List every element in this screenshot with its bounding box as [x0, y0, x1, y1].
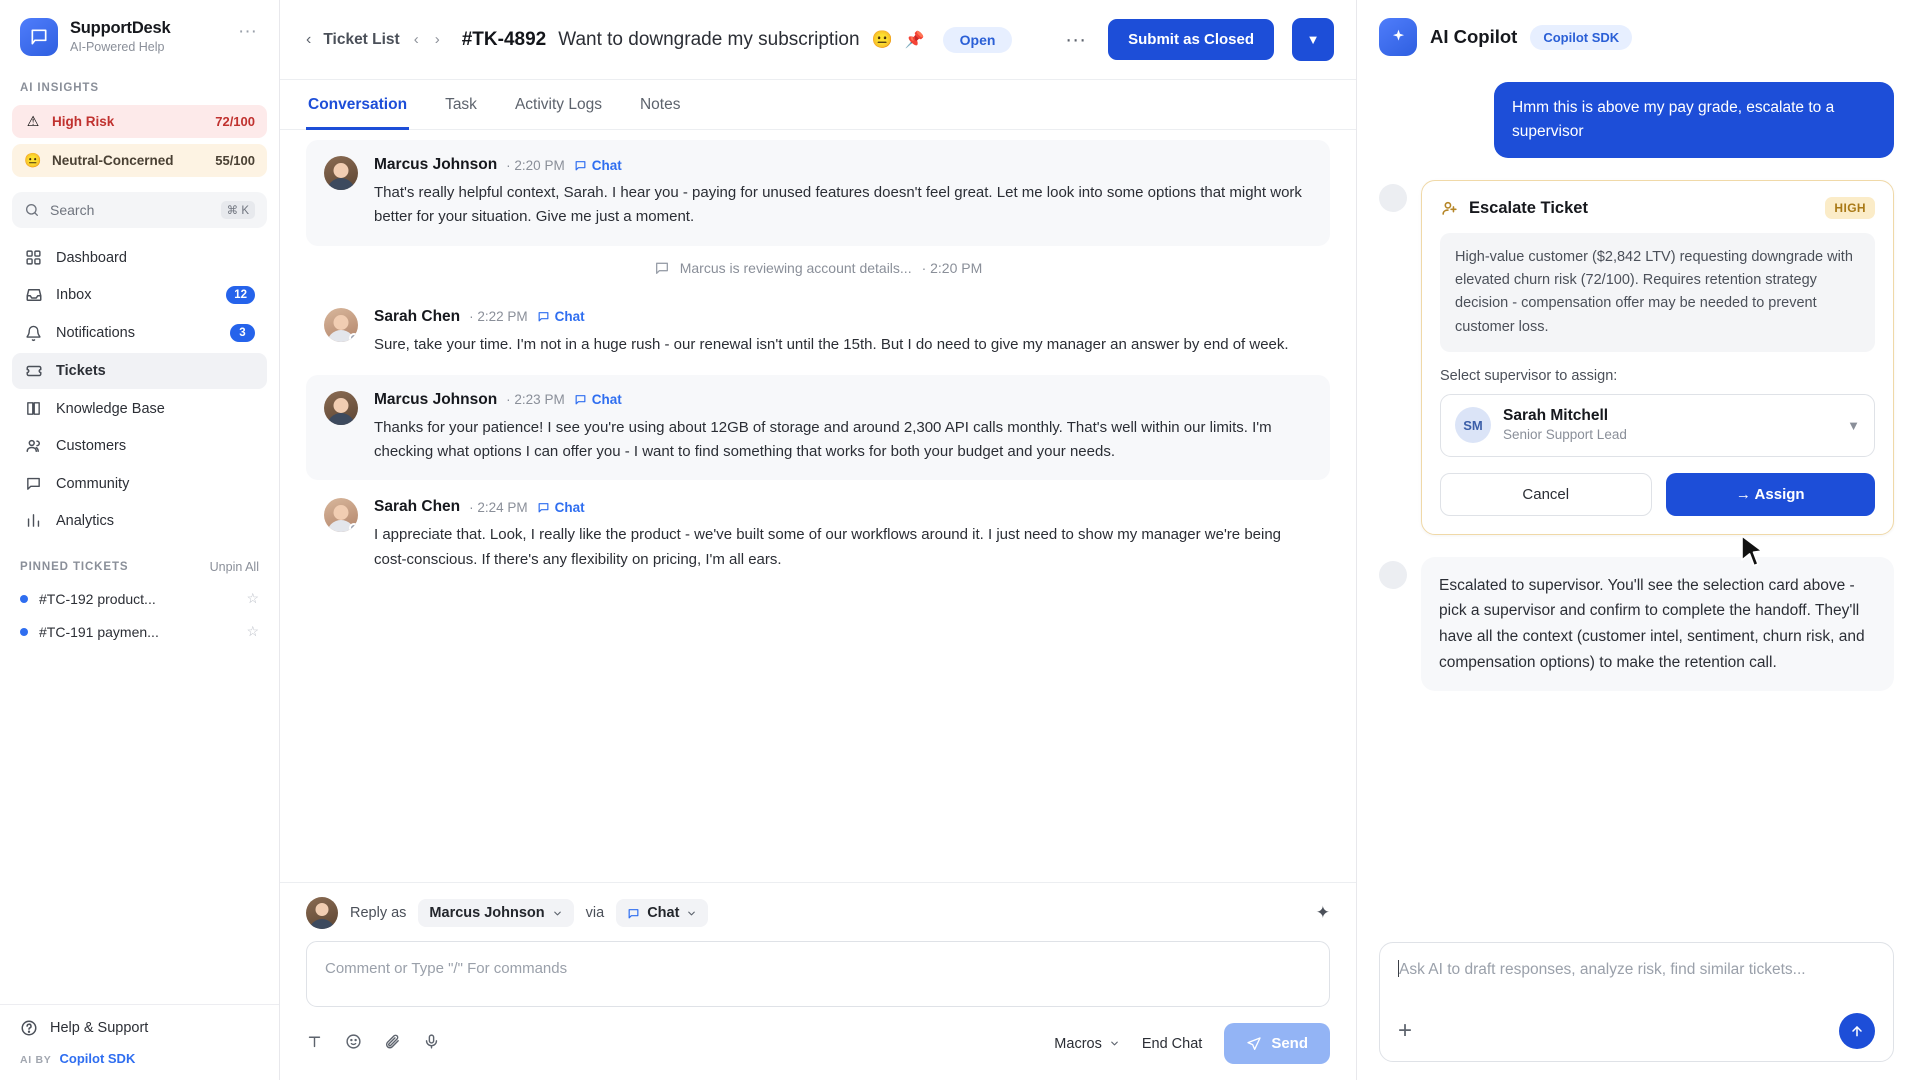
message-header: [374, 391, 1312, 409]
copilot-input-placeholder: Ask AI to draft responses, analyze risk, find similar tickets...: [1399, 961, 1806, 978]
copilot-composer[interactable]: [1379, 942, 1894, 1062]
escalate-ticket-card: [1421, 180, 1894, 535]
avatar: [324, 308, 358, 342]
supervisor-role: Senior Support Lead: [1503, 426, 1627, 442]
status-badge[interactable]: Open: [943, 27, 1013, 53]
sidebar-more-icon[interactable]: ···: [238, 21, 257, 42]
ticket-id: #TK-4892: [461, 28, 547, 50]
search-placeholder: Search: [50, 202, 95, 218]
insight-sentiment-label: Neutral-Concerned: [52, 153, 174, 168]
pinned-tickets-title: PINNED TICKETS: [20, 561, 129, 573]
sidebar-item-dashboard[interactable]: [12, 240, 267, 275]
ai-copilot-panel: [1356, 0, 1916, 1080]
message-author: Sarah Chen: [374, 498, 461, 516]
message-channel-label: Chat: [554, 499, 585, 515]
chat-icon: [574, 159, 587, 172]
tab-conversation[interactable]: Conversation: [306, 80, 409, 130]
message-time: · 2:24 PM: [469, 499, 528, 515]
message-text: Sure, take your time. I'm not in a huge rush - our renewal isn't until the 15th. But I do need to give my manager an answer by end of week.: [374, 335, 1289, 353]
microphone-icon[interactable]: [423, 1033, 440, 1055]
copilot-ai-message: Escalated to supervisor. You'll see the selection card above - pick a supervisor and confirm to complete the handoff. They'll have all the context (customer intel, sentiment, churn risk, and compensation options) to make the retention call.: [1421, 557, 1894, 691]
unpin-all-button[interactable]: Unpin All: [209, 560, 259, 574]
copilot-sdk-link[interactable]: Copilot SDK: [59, 1051, 136, 1066]
reply-as-label: Reply as: [350, 905, 407, 921]
message-channel: [537, 500, 585, 515]
sidebar-item-knowledge-base[interactable]: [12, 391, 267, 426]
message-text: I appreciate that. Look, I really like the product - we've built some of our workflows around it. I just need to show my manager we're being cost-conscious. If there's any flexibility on pricing, I'm all ears.: [374, 526, 1282, 568]
copilot-reply-row: [1379, 557, 1894, 691]
avatar: [324, 498, 358, 532]
chevron-down-icon[interactable]: ▼: [1847, 417, 1860, 433]
supervisor-avatar: SM: [1455, 407, 1491, 443]
message-header: [374, 308, 1312, 326]
message-channel: [574, 158, 622, 173]
sidebar-item-notifications-label: Notifications: [56, 325, 135, 341]
submit-as-closed-button[interactable]: Submit as Closed: [1108, 19, 1274, 60]
chat-icon: [537, 501, 550, 514]
ticket-icon: [24, 362, 43, 380]
sidebar: [0, 0, 280, 1080]
copilot-composer-toolbar: [1398, 1005, 1875, 1049]
message-thread[interactable]: [280, 130, 1356, 882]
conversation-panel: [280, 0, 1356, 1080]
chat-icon: [24, 475, 43, 492]
macros-label: Macros: [1054, 1035, 1102, 1052]
ticket-list-link[interactable]: Ticket List: [323, 30, 400, 48]
search-icon: [24, 202, 40, 218]
tab-notes[interactable]: Notes: [639, 96, 681, 113]
star-icon[interactable]: ☆: [246, 623, 259, 639]
sidebar-item-analytics-label: Analytics: [56, 512, 115, 529]
chat-icon: [537, 310, 550, 323]
reply-agent-label: Marcus Johnson: [429, 905, 545, 921]
tab-task[interactable]: Task: [445, 96, 477, 113]
chevron-down-icon: [552, 908, 563, 919]
back-icon[interactable]: ‹: [306, 30, 312, 48]
more-options-icon[interactable]: ···: [1065, 27, 1087, 51]
message-time: · 2:20 PM: [506, 157, 565, 173]
copilot-send-button[interactable]: [1839, 1013, 1875, 1049]
reply-agent-select[interactable]: [418, 899, 573, 927]
message-author: Sarah Chen: [374, 307, 461, 325]
escalate-user-icon: [1440, 199, 1459, 218]
text-format-icon[interactable]: [306, 1033, 323, 1055]
sidebar-item-notifications[interactable]: [12, 315, 267, 351]
send-button[interactable]: [1224, 1023, 1330, 1064]
priority-badge: HIGH: [1825, 197, 1875, 219]
message-item: [306, 375, 1330, 481]
chat-icon: [574, 393, 587, 406]
alert-icon: ⚠: [26, 113, 40, 129]
message-channel-label: Chat: [554, 309, 585, 325]
reply-input[interactable]: Comment or Type "/" For commands: [306, 941, 1330, 1007]
cancel-button[interactable]: Cancel: [1440, 473, 1652, 516]
supervisor-name: Sarah Mitchell: [1503, 406, 1609, 424]
message-body: [374, 156, 1312, 230]
submit-dropdown-caret-icon[interactable]: ▼: [1292, 18, 1334, 61]
reply-channel-select[interactable]: [616, 899, 708, 927]
message-channel-label: Chat: [591, 392, 622, 408]
send-icon: [1246, 1036, 1262, 1052]
notifications-badge: 3: [230, 324, 255, 342]
copilot-title: AI Copilot: [1430, 26, 1518, 47]
end-chat-button[interactable]: End Chat: [1141, 1035, 1203, 1052]
brand-subtitle: AI-Powered Help: [70, 40, 165, 54]
message-body: [374, 391, 1312, 465]
sidebar-item-community-label: Community: [56, 475, 130, 492]
sidebar-item-tickets[interactable]: [12, 353, 267, 389]
escalate-card-title: Escalate Ticket: [1469, 198, 1588, 217]
sidebar-item-community[interactable]: [12, 466, 267, 501]
composer-header: [306, 897, 1330, 929]
emoji-icon[interactable]: [345, 1033, 362, 1055]
insight-high-risk-label: High Risk: [52, 114, 115, 129]
message-header: [374, 156, 1312, 174]
brand-row: [0, 0, 279, 72]
sidebar-item-inbox[interactable]: [12, 277, 267, 313]
copilot-user-message: Hmm this is above my pay grade, escalate to a supervisor: [1494, 82, 1894, 158]
chevron-down-icon: [1109, 1038, 1120, 1049]
insight-high-risk[interactable]: [12, 105, 267, 138]
ai-by-label: AI BY: [20, 1054, 52, 1066]
copilot-avatar: [1379, 561, 1407, 589]
app-logo-icon: [20, 18, 58, 56]
activity-icon: [654, 260, 670, 276]
message-item: [306, 292, 1330, 373]
dashboard-icon: [24, 249, 43, 266]
book-icon: [24, 400, 43, 417]
brand-text: [70, 18, 226, 55]
escalate-card-actions: [1440, 473, 1875, 516]
sidebar-item-dashboard-label: Dashboard: [56, 249, 127, 266]
copilot-logo-icon: [1379, 18, 1417, 56]
analytics-icon: [24, 512, 43, 529]
insight-sentiment[interactable]: [12, 144, 267, 177]
sidebar-item-customers-label: Customers: [56, 438, 127, 454]
status-dot-icon: [20, 628, 28, 636]
message-item: [306, 140, 1330, 246]
avatar: [306, 897, 338, 929]
help-circle-icon: [20, 1019, 38, 1037]
copilot-sdk-badge: Copilot SDK: [1530, 25, 1632, 50]
insight-high-risk-value: 72/100: [215, 114, 255, 129]
message-header: [374, 498, 1312, 516]
arrow-up-icon: [1849, 1023, 1865, 1039]
via-label: via: [585, 905, 605, 921]
brand-title: SupportDesk: [70, 19, 171, 38]
neutral-face-icon: 😐: [24, 152, 42, 168]
system-activity-line: [306, 248, 1330, 292]
avatar: [324, 156, 358, 190]
bell-icon: [24, 325, 43, 342]
search-shortcut: ⌘ K: [221, 201, 255, 219]
pin-icon[interactable]: 📌: [904, 31, 925, 49]
copilot-input[interactable]: [1398, 959, 1875, 1005]
tab-activity-logs[interactable]: Activity Logs: [514, 96, 602, 113]
next-ticket-icon[interactable]: ›: [434, 31, 440, 48]
copilot-header: [1357, 0, 1916, 74]
status-dot-icon: [20, 595, 28, 603]
search-input[interactable]: [12, 192, 267, 228]
sentiment-emoji-icon: 😐: [871, 29, 893, 49]
chevron-down-icon: [686, 908, 697, 919]
chat-icon: [627, 907, 640, 920]
message-time: · 2:22 PM: [469, 309, 528, 325]
supervisor-select-label: Select supervisor to assign:: [1440, 367, 1618, 384]
message-author: Marcus Johnson: [374, 156, 498, 173]
send-label: Send: [1271, 1035, 1308, 1052]
pinned-ticket-label: #TC-192 product...: [39, 590, 156, 607]
reply-channel-label: Chat: [647, 905, 680, 921]
add-attachment-icon[interactable]: +: [1398, 1017, 1413, 1044]
sidebar-footer: [0, 1004, 279, 1080]
sidebar-item-tickets-label: Tickets: [56, 363, 106, 379]
attachment-icon[interactable]: [384, 1033, 401, 1055]
macros-button[interactable]: [1054, 1036, 1120, 1052]
help-and-support-button[interactable]: [20, 1019, 259, 1037]
sidebar-nav: [0, 234, 279, 540]
pinned-ticket-label: #TC-191 paymen...: [39, 623, 159, 640]
inbox-badge: 12: [226, 286, 255, 304]
message-body: [374, 498, 1312, 572]
message-channel-label: Chat: [591, 157, 622, 173]
help-and-support-label: Help & Support: [50, 1020, 149, 1036]
escalate-card-header: [1440, 197, 1875, 219]
copilot-avatar: [1379, 184, 1407, 212]
system-activity-time: · 2:20 PM: [921, 259, 983, 276]
avatar: [324, 391, 358, 425]
ai-by-row: [20, 1037, 259, 1070]
pinned-ticket-item[interactable]: [0, 582, 279, 615]
insight-sentiment-value: 55/100: [215, 153, 255, 168]
pinned-ticket-item[interactable]: [0, 615, 279, 648]
message-time: · 2:23 PM: [506, 392, 565, 408]
message-channel: [574, 392, 622, 407]
copilot-escalate-row: [1379, 180, 1894, 535]
ticket-tabs: [280, 80, 1356, 130]
supervisor-info: [1503, 406, 1627, 445]
system-activity-text: Marcus is reviewing account details...: [679, 259, 912, 276]
sidebar-item-knowledge-base-label: Knowledge Base: [56, 400, 165, 417]
star-icon[interactable]: ☆: [246, 590, 259, 606]
escalate-card-note: High-value customer ($2,842 LTV) requesting downgrade with elevated churn risk (72/100). Requires retention strategy decision - compensation offer may be needed to prevent customer loss.: [1440, 233, 1875, 352]
assign-arrow-icon: →: [1735, 485, 1751, 503]
message-author: Marcus Johnson: [374, 390, 498, 408]
sidebar-item-customers[interactable]: [12, 428, 267, 464]
sidebar-item-inbox-label: Inbox: [56, 287, 92, 303]
prev-ticket-icon[interactable]: ‹: [413, 31, 419, 48]
ticket-title: Want to downgrade my subscription: [558, 28, 860, 50]
assign-label: Assign: [1754, 485, 1805, 503]
message-channel: [537, 309, 585, 324]
pinned-tickets-header: [0, 540, 279, 582]
users-icon: [24, 437, 43, 455]
copilot-conversation: [1357, 74, 1916, 928]
message-text: That's really helpful context, Sarah. I hear you - paying for unused features doesn't feel great. Let me look into some options that might work better for your situation. Give me just a moment.: [374, 184, 1302, 226]
inbox-icon: [24, 286, 43, 304]
ticket-topbar: [280, 0, 1356, 80]
assign-button[interactable]: [1666, 473, 1876, 516]
supervisor-select[interactable]: [1440, 394, 1875, 457]
reply-composer: [280, 882, 1356, 1080]
ai-assist-icon[interactable]: ✦: [1315, 903, 1330, 922]
ai-insights-label: AI INSIGHTS: [20, 82, 99, 94]
sidebar-item-analytics[interactable]: [12, 503, 267, 538]
message-text: Thanks for your patience! I see you're using about 12GB of storage and around 2,300 API calls monthly. That's well within our limits. I'm checking what options I can offer you - I want to find something that works for both your budget and your needs.: [374, 418, 1272, 461]
message-body: [374, 308, 1312, 357]
message-item: [306, 482, 1330, 588]
composer-toolbar: [306, 1007, 1330, 1064]
